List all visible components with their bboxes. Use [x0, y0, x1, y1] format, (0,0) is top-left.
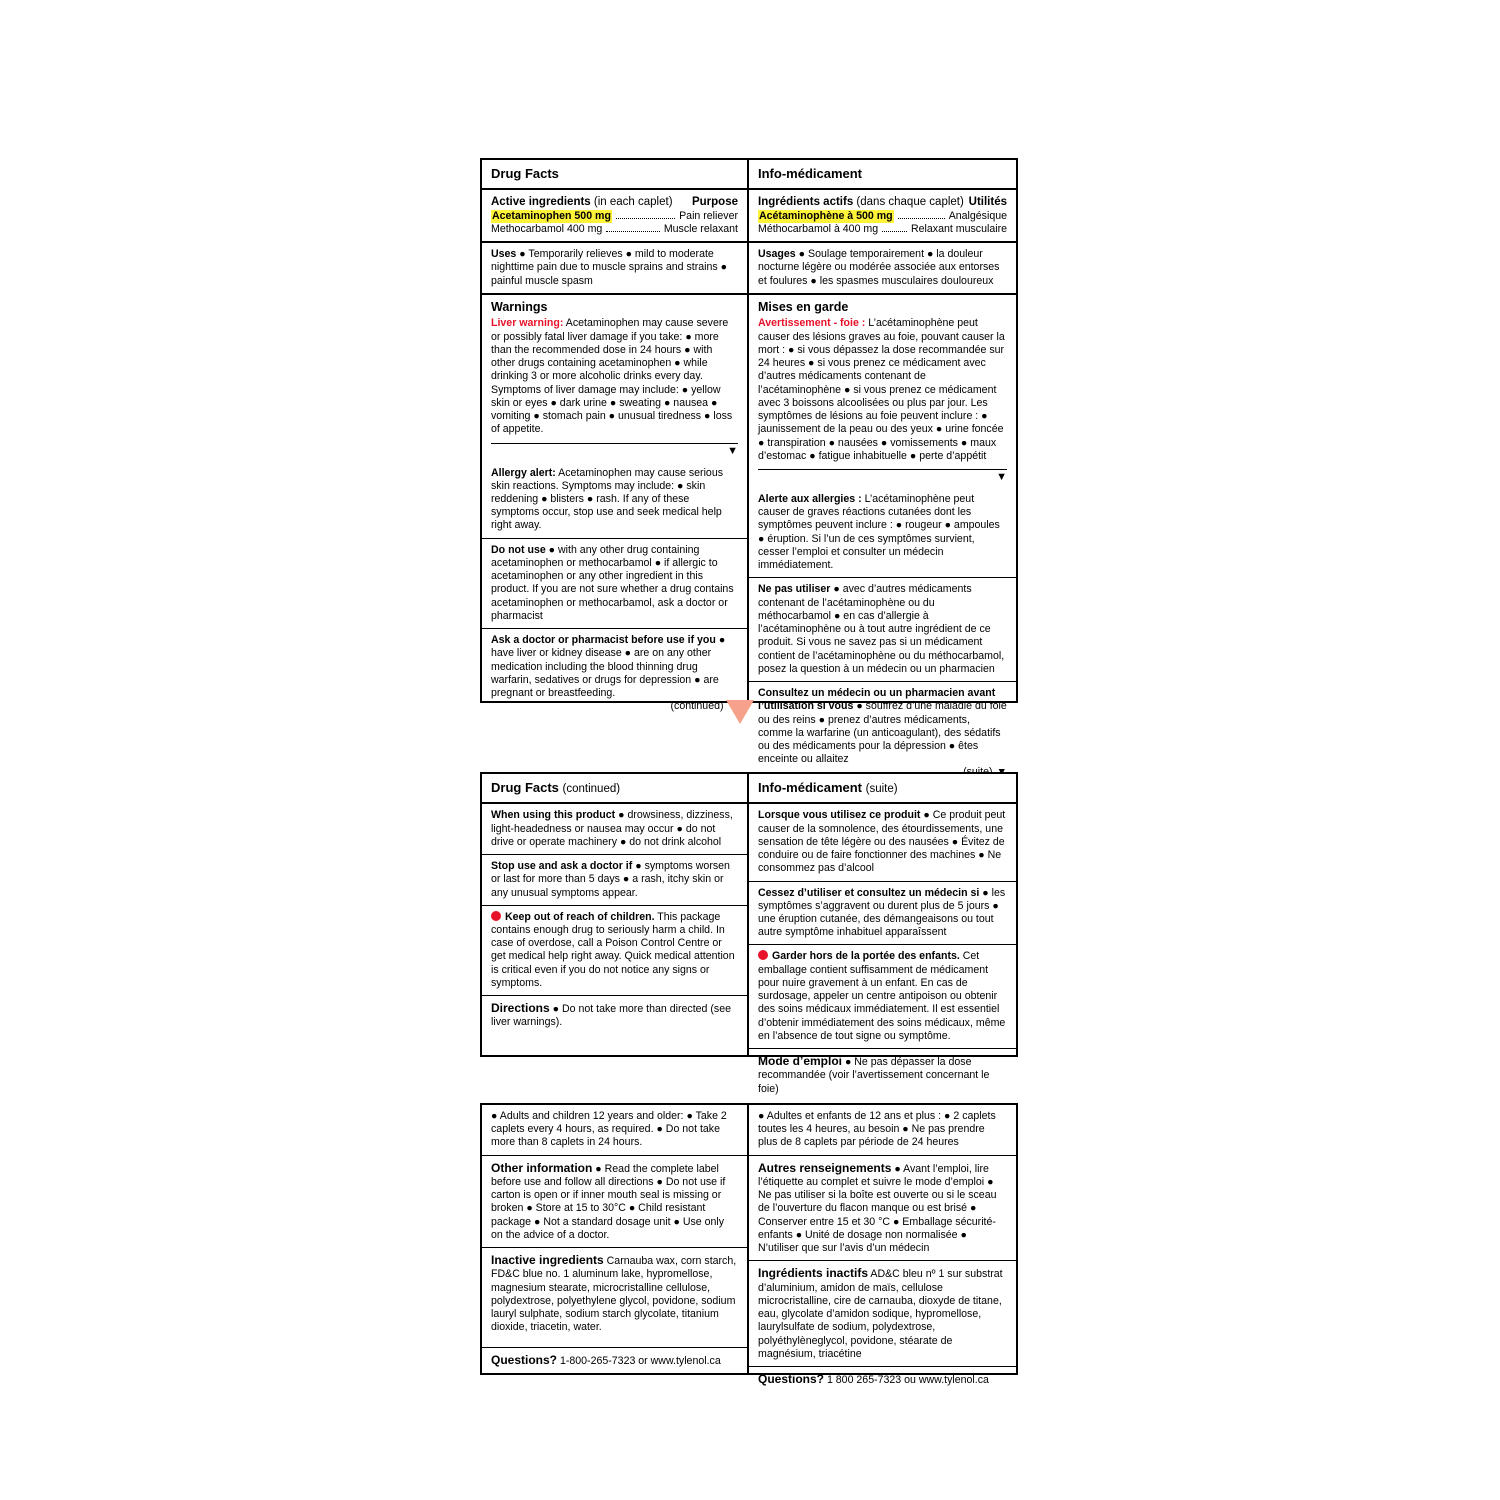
- warnings-title-fr: Mises en garde: [749, 293, 1016, 318]
- do-not-use-fr: [749, 577, 1016, 681]
- other-info-text-fr: ● Avant l’emploi, lire l’étiquette au complet et suivre le mode d’emploi ● Ne pas utiliser si la boîte est ouverte ou si le sceau de l’ouverture du flacon manque ou est brisé ● Conserver entre 15 et 30 °C ● Emballage sécurité-enfants ● Unité de dosage non normalisée ● N’utiliser que sur l’avis d’un médecin: [758, 1162, 997, 1255]
- inactive-lead-fr: Ingrédients inactifs: [758, 1266, 869, 1281]
- ask-doctor-en: [482, 628, 747, 718]
- when-using-en: [482, 802, 747, 854]
- ingredient-name: Acétaminophène à 500 mg: [759, 209, 893, 222]
- questions-fr: [749, 1366, 1016, 1392]
- do-not-use-text-fr: ● avec d’autres médicaments contenant de l’acétaminophène ou du méthocarbamol ● en cas d’allergie à l’acétaminophène ou à tout autre ingrédient de ce produit. Si vous ne savez pas si un médicament contient de l’acétaminophène ou du méthocarbamol, posez la question à un médecin ou un pharmacien: [758, 583, 1005, 675]
- ingredient-name: Acetaminophen 500 mg: [492, 209, 611, 222]
- panel2-subtitle-en: (continued): [562, 783, 621, 795]
- stop-use-lead-en: Stop use and ask a doctor if: [491, 860, 633, 873]
- active-ingredients-en: [482, 188, 747, 241]
- ingredient-purpose: Pain reliever: [679, 209, 738, 222]
- do-not-use-text-en: ● with any other drug containing acetaminophen or methocarbamol ● if allergic to acetaminophen or any other ingredient in this product. If you are not sure whether a drug contains acetaminophen or methocarbamol, ask a doctor or pharmacist: [491, 543, 734, 622]
- inactive-ingredients-en: [482, 1247, 747, 1347]
- scroll-indicator-icon: ▼: [727, 700, 738, 713]
- drug-facts-panel-continued: [480, 772, 1018, 1095]
- when-using-fr: [749, 802, 1016, 880]
- active-ingredients-fr: [749, 188, 1016, 241]
- inactive-lead-en: Inactive ingredients: [491, 1253, 604, 1268]
- ingredient-purpose: Analgésique: [948, 209, 1007, 222]
- purpose-heading-fr: Utilités: [968, 196, 1007, 209]
- panel2-subtitle-fr: (suite): [865, 783, 898, 795]
- allergy-alert-lead-fr: Alerte aux allergies :: [758, 493, 862, 505]
- ingredient-row: [491, 210, 738, 223]
- allergy-alert-text-fr: L’acétaminophène peut causer de graves réactions cutanées dont les symptômes peuvent inclure : ● rougeur ● ampoules ● éruption. Si l’un de ces symptômes survient, cesser l’emploi et consulter un médecin immédiatement.: [758, 493, 1000, 572]
- panel1-header-en: [482, 160, 747, 188]
- panel1-title-fr: Info-médicament: [758, 166, 863, 181]
- when-using-lead-fr: Lorsque vous utilisez ce produit: [758, 809, 921, 822]
- directions-lead-fr: Mode d’emploi: [758, 1054, 842, 1069]
- directions-text-en: ● Do not take more than directed (see liver warnings).: [491, 1003, 731, 1029]
- warnings-title-en: Warnings: [482, 293, 747, 318]
- drug-facts-panel-final: [480, 1103, 1018, 1386]
- inactive-text-en: Carnauba wax, corn starch, FD&C blue no. 1 aluminum lake, hypromellose, magnesium stearate, microcristalline cellulose, polydextrose, polyethylene glycol, povidone, sodium lauryl sulphate, sodium starch glycolate, titanium dioxide, triacetin, water.: [491, 1255, 737, 1334]
- active-ingredients-heading-fr: Ingrédients actifs: [758, 196, 854, 209]
- uses-lead-en: Uses: [491, 248, 517, 261]
- when-using-lead-en: When using this product: [491, 809, 616, 822]
- ask-doctor-lead-en: Ask a doctor or pharmacist before use if you: [491, 634, 716, 647]
- liver-warning-lead-en: Liver warning:: [491, 317, 564, 330]
- dosage-en: ● Adults and children 12 years and older: ● Take 2 caplets every 4 hours, as required. ● Do not take more than 8 caplets in 24 hours.: [491, 1110, 727, 1149]
- panel1-title-en: Drug Facts: [491, 166, 559, 181]
- liver-warning-fr: [749, 317, 1016, 488]
- ingredient-row: [758, 210, 1007, 223]
- active-ingredients-subheading-fr: (dans chaque caplet): [856, 196, 964, 209]
- keep-out-lead-en: Keep out of reach of children.: [505, 910, 655, 923]
- drug-facts-column-english: [482, 160, 749, 713]
- liver-warning-lead-fr: Avertissement - foie :: [758, 317, 866, 330]
- uses-text-fr: ● Soulage temporairement ● la douleur nocturne légère ou modérée associée aux entorses et foulures ● les spasmes musculaires douloureux: [758, 248, 1000, 287]
- liver-warning-en: [482, 317, 747, 461]
- allergy-alert-fr: [749, 488, 1016, 577]
- ask-doctor-text-en: ● have liver or kidney disease ● are on any other medication including the blood thinning drug warfarin, sedatives or drugs for depression ● are pregnant or breastfeeding.: [491, 634, 726, 700]
- other-info-lead-en: Other information: [491, 1160, 593, 1175]
- liver-warning-text-en: Acetaminophen may cause severe or possibly fatal liver damage if you take: ● more than the recommended dose in 24 hours ● with other drugs containing acetaminophen ● while drinking 3 or more alcoholic drinks every day. Symptoms of liver damage may include: ● yellow skin or eyes ● dark urine ● sweating ● nausea ● vomiting ● stomach pain ● unusual tiredness ● loss of appetite.: [491, 317, 733, 436]
- directions-en: [482, 995, 747, 1055]
- allergy-alert-lead-en: Allergy alert:: [491, 466, 556, 479]
- ingredient-row: [758, 223, 1007, 236]
- panel2-header-fr: [749, 774, 1016, 802]
- ask-doctor-text-fr: ● souffrez d’une maladie du foie ou des reins ● prenez d’autres médicaments, comme la warfarine (un anticoagulant), des sédatifs ou des médicaments pour la dépression ● êtes enceinte ou allaitez: [758, 700, 1007, 766]
- final-column-english: [482, 1105, 749, 1373]
- ingredient-name: Methocarbamol 400 mg: [491, 222, 603, 235]
- stop-use-text-fr: ● les symptômes s’aggravent ou durent plus de 5 jours ● une éruption cutanée, des démangeaisons ou tout autre symptôme inhabituel apparaîssent: [758, 886, 1006, 939]
- keep-out-text-en: This package contains enough drug to seriously harm a child. In case of overdose, call a Poison Control Centre or get medical help right away. Quick medical attention is critical even if you do not notice any signs or symptoms.: [491, 910, 735, 989]
- red-dot-icon: [491, 911, 501, 921]
- when-using-text-en: ● drowsiness, dizziness, light-headedness or nausea may occur ● do not drive or operate machinery ● do not drink alcohol: [491, 809, 733, 848]
- final-column-french: [749, 1105, 1016, 1386]
- directions-text-fr: ● Ne pas dépasser la dose recommandée (voir l’avertissement concernant le foie): [758, 1056, 990, 1095]
- active-ingredients-subheading-en: (in each caplet): [593, 196, 673, 209]
- stop-use-en: [482, 854, 747, 905]
- ingredient-row: [491, 223, 738, 236]
- active-ingredients-heading-en: Active ingredients: [491, 196, 591, 209]
- continued-label-en: (continued): [670, 700, 724, 713]
- red-dot-icon: [758, 950, 768, 960]
- questions-lead-fr: Questions?: [758, 1371, 825, 1386]
- do-not-use-lead-fr: Ne pas utiliser: [758, 583, 831, 596]
- other-info-lead-fr: Autres renseignements: [758, 1160, 892, 1175]
- continued-column-english: [482, 774, 749, 1055]
- questions-lead-en: Questions?: [491, 1352, 558, 1367]
- uses-text-en: ● Temporarily relieves ● mild to moderate nighttime pain due to muscle sprains and strains ● painful muscle spasm: [491, 248, 728, 287]
- stop-use-lead-fr: Cessez d’utiliser et consultez un médecin si: [758, 886, 980, 899]
- allergy-alert-en: [482, 462, 747, 538]
- other-info-text-en: ● Read the complete label before use and follow all directions ● Do not use if carton is open or if inner mouth seal is missing or broken ● Store at 15 to 30°C ● Child resistant package ● Not a standard dosage unit ● Use only on the advice of a doctor.: [491, 1162, 726, 1241]
- liver-warning-text-fr: L’acétaminophène peut causer des lésions graves au foie, pouvant causer la mort : ● si vous dépassez la dose recommandée sur 24 heures ● si vous prenez ce médicament avec d’autres médicaments contenant de l’acétaminophène ● si vous prenez ce médicament avec 3 boissons alcoolisées ou plus par jour. Les symptômes de lésions au foie peuvent inclure : ● jaunissement de la peau ou des yeux ● urine foncée ● transpiration ● nausées ● vomissements ● maux d’estomac ● fatigue inhabituelle ● perte d’appétit: [758, 317, 1005, 462]
- other-information-en: [482, 1155, 747, 1247]
- uses-lead-fr: Usages: [758, 248, 796, 261]
- when-using-text-fr: ● Ce produit peut causer de la somnolence, des étourdissements, une sensation de tête légère ou des nausées ● Évitez de conduire ou de faire fonctionner des machines ● Ne consommez pas d’alcool: [758, 809, 1006, 875]
- continued-column-french: [749, 774, 1016, 1095]
- other-information-fr: [749, 1155, 1016, 1261]
- panel-connector-arrow-icon: [726, 700, 754, 724]
- scroll-indicator-icon: ▼: [727, 444, 738, 457]
- scroll-indicator-icon: ▼: [996, 471, 1007, 483]
- do-not-use-lead-en: Do not use: [491, 543, 546, 556]
- dosage-fr: ● Adultes et enfants de 12 ans et plus : ● 2 caplets toutes les 4 heures, au besoin ● Ne pas prendre plus de 8 caplets par période de 24 heures: [758, 1110, 996, 1149]
- uses-en: [482, 241, 747, 293]
- ingredient-purpose: Muscle relaxant: [663, 222, 738, 235]
- uses-fr: [749, 241, 1016, 293]
- ask-doctor-fr: [749, 681, 1016, 785]
- keep-out-text-fr: Cet emballage contient suffisamment de médicament pour nuire gravement à un enfant. En cas de surdosage, appeler un centre antipoison ou obtenir des soins médicaux immédiatement. Il est essentiel d’obtenir immédiatement des soins médicaux, même en l’absence de tout signe ou symptôme.: [758, 950, 1006, 1042]
- inactive-text-fr: AD&C bleu nº 1 sur substrat d’aluminium, amidon de maïs, cellulose microcristalline, cire de carnauba, dioxyde de titane, eau, glycolate d’amidon sodique, hypromellose, laurylsulfate de sodium, polydextrose, polyéthylèneglycol, povidone, stéarate de magnésium, triacétine: [758, 1268, 1003, 1360]
- keep-out-of-reach-en: [482, 905, 747, 995]
- drug-facts-panel-primary: [480, 158, 1018, 766]
- panel2-title-fr: Info-médicament: [758, 780, 863, 795]
- panel2-header-en: [482, 774, 747, 802]
- ingredient-name: Méthocarbamol à 400 mg: [758, 222, 879, 235]
- ingredient-purpose: Relaxant musculaire: [911, 222, 1007, 235]
- questions-en: [482, 1347, 747, 1373]
- stop-use-fr: [749, 881, 1016, 945]
- questions-text-en[interactable]: 1-800-265-7323 or www.tylenol.ca: [557, 1354, 721, 1367]
- allergy-alert-text-en: Acetaminophen may cause serious skin reactions. Symptoms may include: ● skin reddening ● blisters ● rash. If any of these symptoms occur, stop use and seek medical help right away.: [491, 466, 724, 532]
- do-not-use-en: [482, 538, 747, 628]
- purpose-heading-en: Purpose: [691, 196, 738, 209]
- directions-lead-en: Directions: [491, 1001, 550, 1016]
- stop-use-text-en: ● symptoms worsen or last for more than 5 days ● a rash, itchy skin or any unusual symptoms appear.: [491, 860, 730, 899]
- panel2-title-en: Drug Facts: [491, 780, 559, 795]
- questions-text-fr[interactable]: 1 800 265-7323 ou www.tylenol.ca: [824, 1373, 989, 1386]
- directions-fr: [749, 1048, 1016, 1101]
- ask-doctor-lead-fr: Consultez un médecin ou un pharmacien avant l’utilisation si vous: [758, 687, 996, 713]
- keep-out-of-reach-fr: [749, 944, 1016, 1048]
- inactive-ingredients-fr: [749, 1260, 1016, 1366]
- keep-out-lead-fr: Garder hors de la portée des enfants.: [772, 950, 960, 963]
- panel1-header-fr: [749, 160, 1016, 188]
- drug-facts-column-french: [749, 160, 1016, 766]
